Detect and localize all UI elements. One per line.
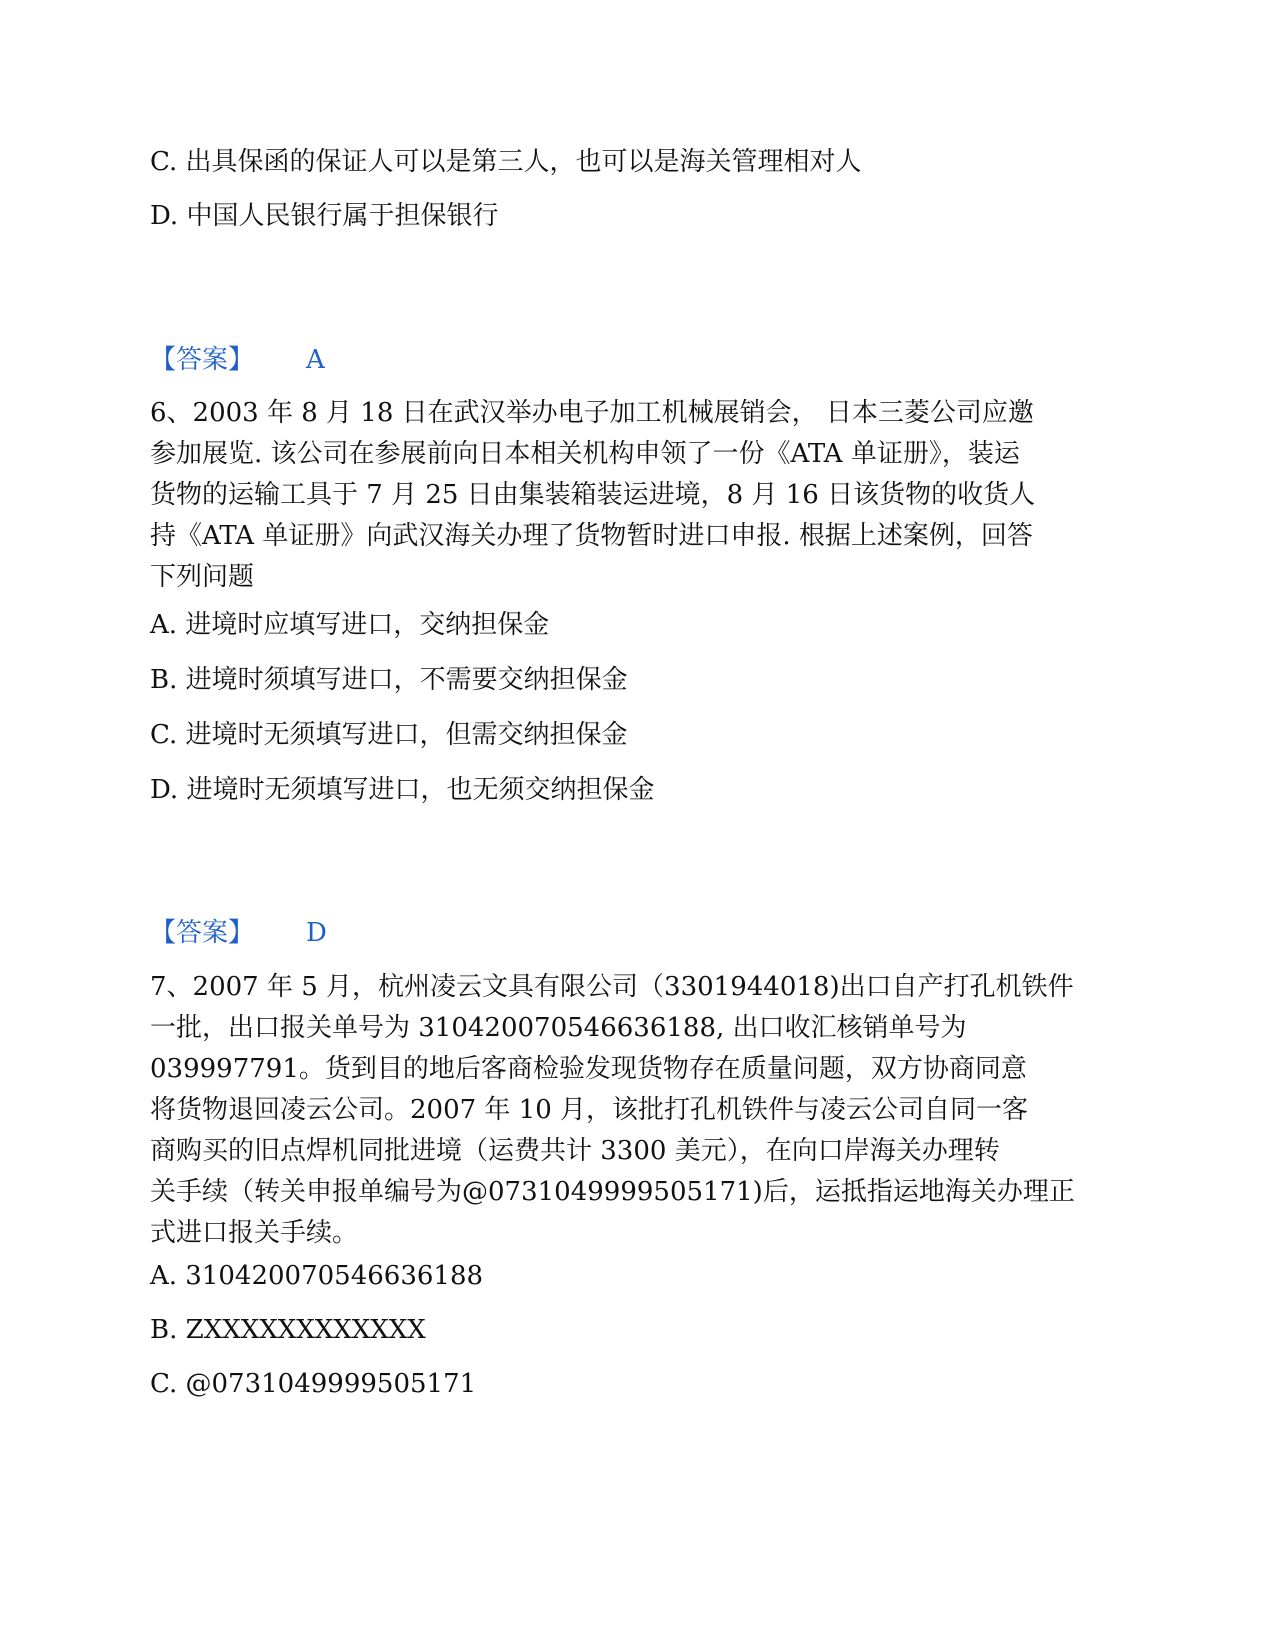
q7-stem-line: 关手续（转关申报单编号为@0731049999505171)后，运抵指运地海关办理正: [150, 1177, 1075, 1207]
q7-stem: [150, 967, 1125, 1254]
q7-stem-line: 一批，出口报关单号为 310420070546636188, 出口收汇核销单号为: [150, 1013, 967, 1043]
q6-stem-line: 持《ATA 单证册》向武汉海关办理了货物暂时进口申报. 根据上述案例，回答: [150, 521, 1033, 551]
q7-option-c: C. @0731049999505171: [150, 1369, 477, 1399]
q6-stem-line: 下列问题: [150, 562, 255, 592]
q7-stem-line: 式进口报关手续。: [150, 1218, 359, 1248]
q7-stem-line: 将货物退回凌云公司。2007 年 10 月，该批打孔机铁件与凌云公司自同一客: [150, 1095, 1029, 1125]
q6-option-a: A. 进境时应填写进口，交纳担保金: [150, 610, 550, 640]
q6-stem-line: 货物的运输工具于 7 月 25 日由集装箱装运进境，8 月 16 日该货物的收货人: [150, 480, 1036, 510]
answer-label: 【答案】: [150, 918, 255, 948]
q6-option-b: B. 进境时须填写进口，不需要交纳担保金: [150, 665, 628, 695]
answer-6: [150, 918, 327, 948]
answer-value: D: [306, 918, 327, 948]
q6-stem-line: 6、2003 年 8 月 18 日在武汉举办电子加工机械展销会， 日本三菱公司应邀: [150, 398, 1034, 428]
answer-label: 【答案】: [150, 345, 255, 375]
answer-5: [150, 345, 325, 375]
q7-option-a: A. 310420070546636188: [150, 1261, 484, 1291]
q5-option-c: C. 出具保函的保证人可以是第三人，也可以是海关管理相对人: [150, 147, 862, 177]
q7-stem-line: 商购买的旧点焊机同批进境（运费共计 3300 美元），在向口岸海关办理转: [150, 1136, 1000, 1166]
q7-option-b: B. ZXXXXXXXXXXXX: [150, 1315, 426, 1345]
q7-stem-line: 039997791。货到目的地后客商检验发现货物存在质量问题，双方协商同意: [150, 1054, 1027, 1084]
q6-stem-line: 参加展览. 该公司在参展前向日本相关机构申领了一份《ATA 单证册》，装运: [150, 439, 1020, 469]
q7-stem-line: 7、2007 年 5 月，杭州凌云文具有限公司（3301944018)出口自产打孔机铁件: [150, 972, 1074, 1002]
answer-value: A: [306, 345, 325, 375]
q6-option-c: C. 进境时无须填写进口，但需交纳担保金: [150, 720, 628, 750]
q5-option-d: D. 中国人民银行属于担保银行: [150, 201, 499, 231]
q6-stem: [150, 393, 1125, 598]
q6-option-d: D. 进境时无须填写进口，也无须交纳担保金: [150, 775, 655, 805]
